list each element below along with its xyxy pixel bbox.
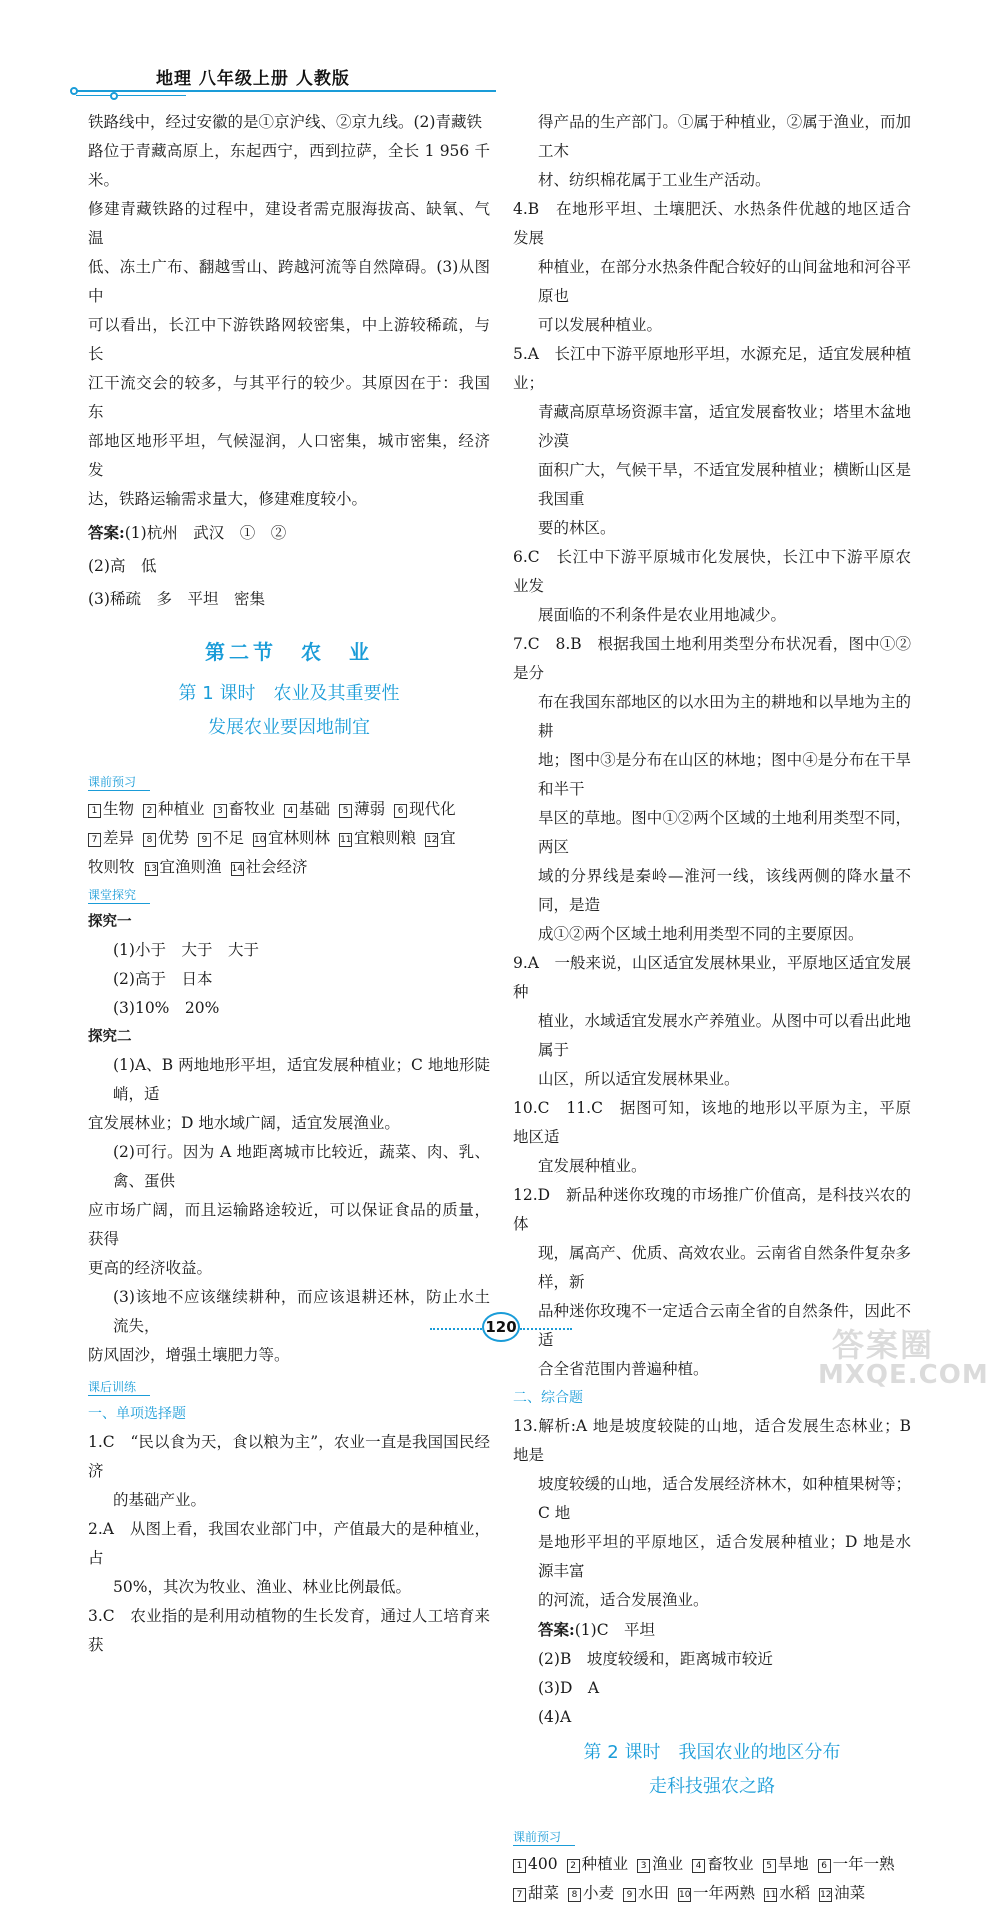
preview-row bbox=[88, 795, 490, 824]
answer-block bbox=[88, 518, 490, 614]
lesson2-subtitle: 走科技强农之路 bbox=[649, 1776, 775, 1797]
blank-answer bbox=[568, 1884, 614, 1902]
blank-answer bbox=[198, 829, 244, 847]
question-line: 合全省范围内普遍种植。 bbox=[538, 1360, 709, 1378]
answer-line bbox=[88, 518, 490, 548]
preview-extra bbox=[145, 858, 317, 876]
blank-answer bbox=[339, 829, 416, 847]
blank-text: 宜渔则渔 bbox=[159, 858, 222, 876]
question-line: 5.A 长江中下游平原地形平坦，水源充足，适宜发展种植业； bbox=[513, 345, 911, 392]
question-line: 坡度较缓的山地，适合发展经济林木，如种植果树等；C 地 bbox=[538, 1475, 911, 1522]
blank-answer bbox=[88, 800, 134, 818]
tag-class: 课堂探究 bbox=[88, 886, 150, 904]
blank-text: 宜 bbox=[440, 829, 456, 847]
explore-two-line: 更高的经济收益。 bbox=[88, 1259, 213, 1277]
comprehensive-heading: 二、综合题 bbox=[513, 1390, 583, 1406]
blank-text: 差异 bbox=[103, 829, 135, 847]
preview-row bbox=[513, 1850, 911, 1879]
blank-answer bbox=[253, 829, 330, 847]
blank-text: 不足 bbox=[213, 829, 245, 847]
question-line: 宜发展种植业。 bbox=[538, 1157, 647, 1175]
text-line: 低、冻土广布、翻越雪山、跨越河流等自然障碍。(3)从图中 bbox=[88, 258, 490, 305]
question-line: 展面临的不利条件是农业用地减少。 bbox=[538, 606, 787, 624]
question-line: 植业，水域适宜发展水产养殖业。从图中可以看出此地属于 bbox=[538, 1012, 911, 1059]
blank-text: 一年一熟 bbox=[832, 1855, 895, 1873]
question-line: 品种迷你玫瑰不一定适合云南全省的自然条件，因此不适 bbox=[538, 1302, 911, 1349]
blank-number-box: 12 bbox=[426, 835, 438, 845]
blank-answer bbox=[763, 1855, 809, 1873]
page-header bbox=[70, 60, 500, 105]
question-line: 要的林区。 bbox=[538, 519, 616, 537]
blank-number-box: 6 bbox=[818, 1859, 831, 1873]
blank-number-box: 3 bbox=[637, 1859, 650, 1873]
explore-two-heading: 探究二 bbox=[88, 1029, 132, 1045]
question-line: 50%，其次为牧业、渔业、林业比例最低。 bbox=[113, 1578, 411, 1596]
text-line: 可以看出，长江中下游铁路网较密集，中上游较稀疏，与长 bbox=[88, 316, 490, 363]
question-line: 4.B 在地形平坦、土壤肥沃、水热条件优越的地区适合发展 bbox=[513, 200, 911, 247]
question-line: 10.C 11.C 据图可知，该地的地形以平原为主，平原地区适 bbox=[513, 1099, 911, 1146]
blank-answer bbox=[284, 800, 330, 818]
question-line: 可以发展种植业。 bbox=[538, 316, 663, 334]
question-line: 1.C “民以食为天，食以粮为主”，农业一直是我国国民经济 bbox=[88, 1433, 490, 1480]
blank-text: 400 bbox=[528, 1855, 558, 1873]
tag-after: 课后训练 bbox=[88, 1378, 150, 1396]
blank-number-box: 8 bbox=[143, 833, 156, 847]
header-title: 地理 八年级上册 人教版 bbox=[156, 69, 350, 89]
blank-text: 社会经济 bbox=[245, 858, 308, 876]
page-number: 120 bbox=[482, 1312, 520, 1342]
blank-text: 甜菜 bbox=[528, 1884, 560, 1902]
blank-text: 旱地 bbox=[777, 1855, 809, 1873]
explore-one-line: (1)小于 大于 大于 bbox=[113, 941, 259, 959]
blank-number-box: 1 bbox=[513, 1859, 526, 1873]
explore-two-line: 防风固沙，增强土壤肥力等。 bbox=[88, 1346, 290, 1364]
blank-number-box: 6 bbox=[394, 804, 407, 818]
question-line: 旱区的草地。图中①②两个区域的土地利用类型不同，两区 bbox=[538, 809, 911, 856]
blank-answer bbox=[513, 1855, 558, 1873]
question-line: 地；图中③是分布在山区的林地；图中④是分布在干旱和半干 bbox=[538, 751, 911, 798]
preview-row bbox=[513, 1879, 911, 1908]
answer-line: (2)B 坡度较缓和，距离城市较近 bbox=[538, 1650, 773, 1668]
question-line: 青藏高原草场资源丰富，适宜发展畜牧业；塔里木盆地沙漠 bbox=[538, 403, 911, 450]
blank-text: 一年两熟 bbox=[693, 1884, 756, 1902]
blank-answer bbox=[637, 1855, 683, 1873]
answer-text: (1)杭州 武汉 ① ② bbox=[124, 524, 287, 542]
blank-answer bbox=[513, 1884, 559, 1902]
blank-number-box: 4 bbox=[692, 1859, 705, 1873]
blank-text: 畜牧业 bbox=[707, 1855, 754, 1873]
explore-two-line: (1)A、B 两地地形平坦，适宜发展种植业；C 地地形陡峭，适 bbox=[113, 1056, 490, 1103]
lesson2-title: 第 2 课时 我国农业的地区分布 bbox=[583, 1742, 841, 1763]
explore-one-line: (2)高于 日本 bbox=[113, 970, 213, 988]
answer-line: (2)高 低 bbox=[88, 557, 157, 575]
blank-number-box: 7 bbox=[513, 1888, 526, 1902]
blank-text: 薄弱 bbox=[354, 800, 386, 818]
blank-number-box: 11 bbox=[765, 1890, 777, 1900]
blank-text: 宜粮则粮 bbox=[354, 829, 417, 847]
explore-two-line: (3)该地不应该继续耕种，而应该退耕还林，防止水土流失， bbox=[113, 1288, 490, 1335]
text-line: 修建青藏铁路的过程中，建设者需克服海拔高、缺氧、气温 bbox=[88, 200, 490, 247]
question-line: 山区，所以适宜发展林果业。 bbox=[538, 1070, 740, 1088]
blank-number-box: 5 bbox=[763, 1859, 776, 1873]
blank-number-box: 2 bbox=[567, 1859, 580, 1873]
tag-preview: 课前预习 bbox=[88, 773, 150, 791]
footer-dots-left bbox=[430, 1328, 482, 1330]
footer-dots-right bbox=[520, 1328, 572, 1330]
text-line: 江干流交会的较多，与其平行的较少。其原因在于：我国东 bbox=[88, 374, 490, 421]
watermark-logo bbox=[812, 1320, 992, 1395]
single-choice-heading: 一、单项选择题 bbox=[88, 1406, 186, 1422]
watermark-url: MXQE.COM bbox=[818, 1360, 989, 1390]
blank-answer bbox=[143, 800, 205, 818]
question-line: 的基础产业。 bbox=[113, 1491, 207, 1509]
header-dot-mid bbox=[110, 92, 118, 100]
blank-number-box: 13 bbox=[145, 864, 157, 874]
blank-answer bbox=[143, 829, 189, 847]
answer-label: 答案: bbox=[538, 1620, 575, 1639]
blank-number-box: 9 bbox=[198, 833, 211, 847]
blank-answer bbox=[394, 800, 456, 818]
blank-text: 小麦 bbox=[583, 1884, 615, 1902]
tag-preview-2: 课前预习 bbox=[513, 1828, 575, 1846]
blank-number-box: 14 bbox=[231, 864, 243, 874]
lesson-subtitle: 发展农业要因地制宜 bbox=[208, 717, 370, 738]
blank-answer bbox=[425, 829, 456, 847]
blank-answer bbox=[145, 858, 222, 876]
blank-number-box: 10 bbox=[679, 1890, 691, 1900]
question-line: 的河流，适合发展渔业。 bbox=[538, 1591, 709, 1609]
question-line: 9.A 一般来说，山区适宜发展林果业，平原地区适宜发展种 bbox=[513, 954, 911, 1001]
header-rule-short bbox=[76, 95, 186, 96]
blank-text: 优势 bbox=[158, 829, 190, 847]
blank-text: 水田 bbox=[638, 1884, 670, 1902]
blank-answer bbox=[678, 1884, 755, 1902]
text-line: 铁路线中，经过安徽的是①京沪线、②京九线。(2)青藏铁 bbox=[88, 113, 482, 131]
text-line: 路位于青藏高原上，东起西宁，西到拉萨，全长 1 956 千米。 bbox=[88, 142, 490, 189]
blank-number-box: 1 bbox=[88, 804, 101, 818]
question-line: 现，属高产、优质、高效农业。云南省自然条件复杂多样，新 bbox=[538, 1244, 911, 1291]
preview-row bbox=[88, 853, 490, 882]
blank-text: 渔业 bbox=[652, 1855, 684, 1873]
blank-text: 畜牧业 bbox=[228, 800, 276, 818]
blank-answer bbox=[231, 858, 308, 876]
blank-number-box: 11 bbox=[340, 835, 352, 845]
blank-text: 油菜 bbox=[834, 1884, 866, 1902]
question-line: 是地形平坦的平原地区，适合发展种植业；D 地是水源丰富 bbox=[538, 1533, 911, 1580]
preview-tail: 牧则牧 bbox=[88, 858, 135, 876]
blank-number-box: 8 bbox=[568, 1888, 581, 1902]
explore-one-line: (3)10% 20% bbox=[113, 999, 220, 1017]
blank-text: 基础 bbox=[299, 800, 331, 818]
blank-number-box: 10 bbox=[254, 835, 266, 845]
blank-answer bbox=[214, 800, 276, 818]
question-line: 材、纺织棉花属于工业生产活动。 bbox=[538, 171, 771, 189]
blank-answer bbox=[88, 829, 134, 847]
question-line: 13.解析:A 地是坡度较陡的山地，适合发展生态林业；B 地是 bbox=[513, 1417, 911, 1464]
answer-line bbox=[513, 1615, 911, 1645]
blank-answer bbox=[692, 1855, 754, 1873]
blank-text: 生物 bbox=[103, 800, 135, 818]
question-line: 6.C 长江中下游平原城市化发展快，长江中下游平原农业发 bbox=[513, 548, 911, 595]
question-line: 12.D 新品种迷你玫瑰的市场推广价值高，是科技兴农的体 bbox=[513, 1186, 911, 1233]
blank-answer bbox=[764, 1884, 810, 1902]
blank-number-box: 3 bbox=[214, 804, 227, 818]
preview-row bbox=[88, 824, 490, 853]
question-line: 成①②两个区域土地利用类型不同的主要原因。 bbox=[538, 925, 864, 943]
text-line: 达，铁路运输需求量大，修建难度较小。 bbox=[88, 490, 368, 508]
blank-number-box: 2 bbox=[143, 804, 156, 818]
blank-text: 种植业 bbox=[158, 800, 205, 818]
blank-number-box: 7 bbox=[88, 833, 101, 847]
blank-number-box: 9 bbox=[623, 1888, 636, 1902]
question-line: 种植业，在部分水热条件配合较好的山间盆地和河谷平原也 bbox=[538, 258, 911, 305]
answer-line: (3)稀疏 多 平坦 密集 bbox=[88, 590, 265, 608]
question-line: 2.A 从图上看，我国农业部门中，产值最大的是种植业，占 bbox=[88, 1520, 490, 1567]
preview-answers-2 bbox=[513, 1850, 911, 1908]
blank-text: 水稻 bbox=[779, 1884, 811, 1902]
answer-text: (1)C 平坦 bbox=[574, 1621, 656, 1639]
explore-one-heading: 探究一 bbox=[88, 914, 132, 930]
blank-answer bbox=[623, 1884, 669, 1902]
watermark-text: 答案圈 bbox=[832, 1326, 935, 1364]
blank-number-box: 4 bbox=[284, 804, 297, 818]
text-line: 部地区地形平坦，气候湿润，人口密集，城市密集，经济发 bbox=[88, 432, 490, 479]
blank-text: 现代化 bbox=[409, 800, 456, 818]
blank-answer bbox=[339, 800, 385, 818]
right-column bbox=[513, 108, 911, 1908]
lesson-title: 第 1 课时 农业及其重要性 bbox=[178, 683, 400, 704]
blank-answer bbox=[567, 1855, 629, 1873]
answer-line: (3)D A bbox=[538, 1679, 600, 1697]
section-title: 第二节 农 业 bbox=[205, 640, 373, 664]
explore-two-line: (2)可行。因为 A 地距离城市比较近，蔬菜、肉、乳、禽、蛋供 bbox=[113, 1143, 490, 1190]
header-rule bbox=[76, 90, 496, 92]
question-line: 得产品的生产部门。①属于种植业，②属于渔业，而加工木 bbox=[538, 113, 911, 160]
answer-label: 答案: bbox=[88, 523, 125, 542]
blank-number-box: 5 bbox=[339, 804, 352, 818]
blank-answer bbox=[818, 1855, 895, 1873]
explore-two-line: 宜发展林业；D 地水域广阔，适宜发展渔业。 bbox=[88, 1114, 400, 1132]
explore-two-line: 应市场广阔，而且运输路途较近，可以保证食品的质量，获得 bbox=[88, 1201, 490, 1248]
question-line: 面积广大，气候干旱，不适宜发展种植业；横断山区是我国重 bbox=[538, 461, 911, 508]
preview-answers bbox=[88, 795, 490, 882]
question-line: 布在我国东部地区的以水田为主的耕地和以旱地为主的耕 bbox=[538, 693, 911, 740]
blank-number-box: 12 bbox=[820, 1890, 832, 1900]
question-line: 域的分界线是秦岭—淮河一线，该线两侧的降水量不同，是造 bbox=[538, 867, 911, 914]
answer-line: (4)A bbox=[538, 1708, 572, 1726]
intro-paragraph bbox=[88, 108, 490, 514]
blank-text: 种植业 bbox=[581, 1855, 629, 1873]
question-line: 7.C 8.B 根据我国土地利用类型分布状况看，图中①②是分 bbox=[513, 635, 911, 682]
blank-answer bbox=[819, 1884, 865, 1902]
left-column bbox=[88, 108, 490, 1660]
question-line: 3.C 农业指的是利用动植物的生长发育，通过人工培育来获 bbox=[88, 1607, 490, 1654]
blank-text: 宜林则林 bbox=[268, 829, 331, 847]
